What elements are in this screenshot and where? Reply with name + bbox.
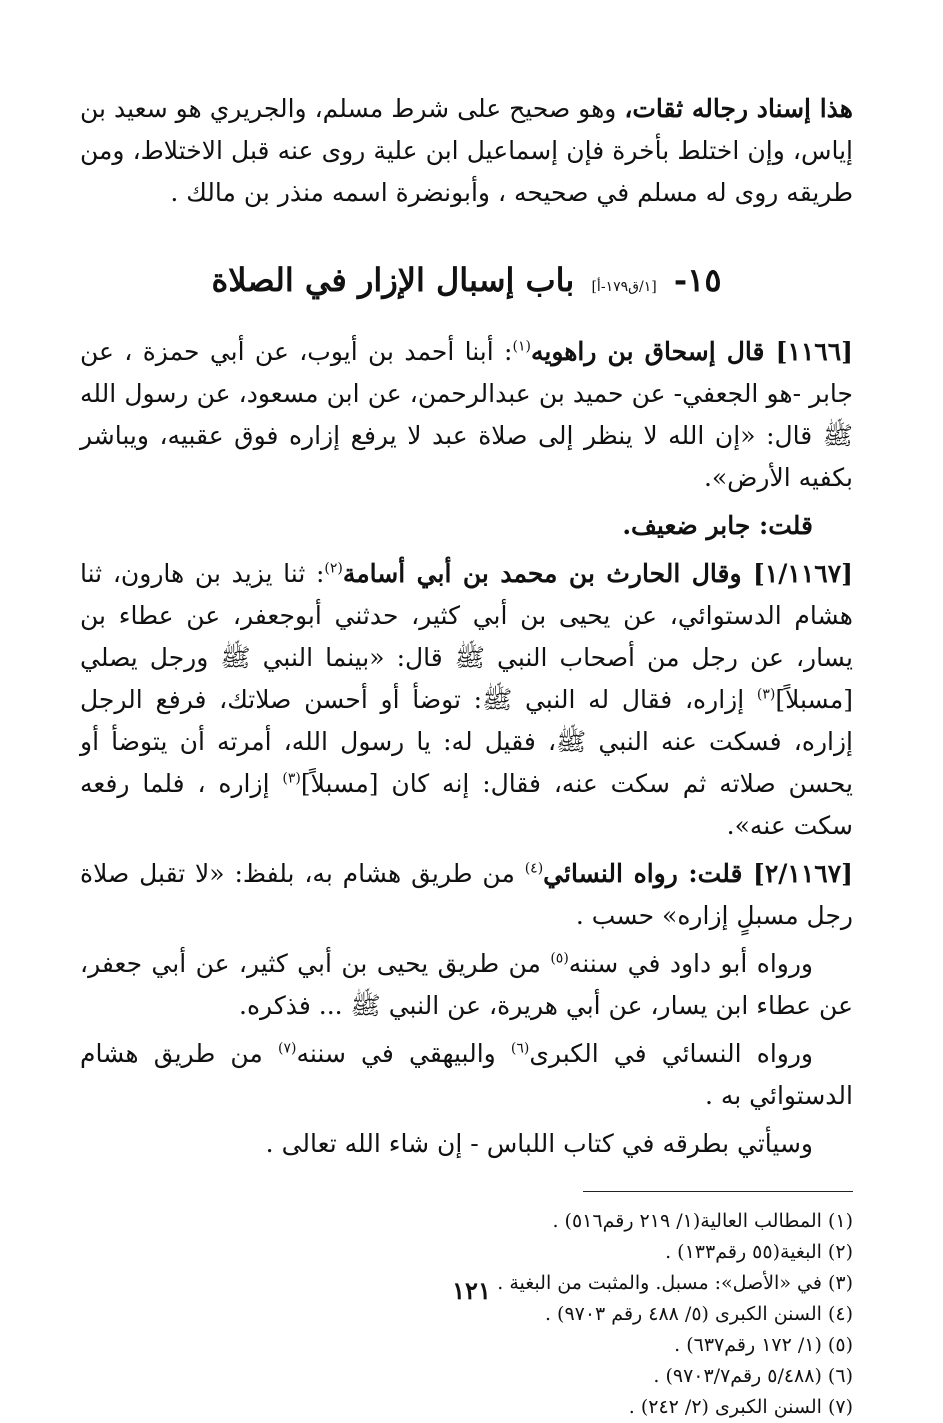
- chapter-heading: [80, 256, 853, 311]
- footnote-ref: (٢): [324, 560, 343, 577]
- footnote-item: (١) المطالب العالية(١/ ٢١٩ رقم٥١٦) .: [552, 1210, 853, 1232]
- footnote-item: (٦) (٥/٤٨٨ رقم٩٧٠٣/٧) .: [653, 1365, 853, 1387]
- hadith-1167-2: [80, 853, 853, 937]
- abu-dawud-text-b: من طريق يحيى بن أبي كثير، عن أبي جعفر، عن عطاء ابن يسار، عن أبي هريرة، عن النبي ﷺ ... فذكره.: [80, 949, 853, 1020]
- intro-bold: هذا إسناد رجاله ثقات،: [624, 94, 853, 123]
- chapter-title: باب إسبال الإزار في الصلاة: [211, 261, 575, 299]
- abu-dawud-text-a: ورواه أبو داود في سننه: [568, 949, 813, 978]
- hadith-1166-text: : أبنا أحمد بن أيوب، عن أبي حمزة ، عن جابر -هو الجعفي- عن حميد بن عبدالرحمن، عن ابن مسعود، عن رسول الله ﷺ قال: «إن الله لا ينظر إلى صلاة عبد لا يرفع إزاره فوق عقبيه، ويباشر بكفيه الأرض».: [80, 337, 853, 492]
- hadith-1167-1-text-b: إزاره، فقال له النبي ﷺ: توضأ أو أحسن صلاتك، فرفع الرجل إزاره، فسكت عنه النبي ﷺ، فقيل له: يا رسول الله، أمرته أن يتوضأ أو يحسن صلاته ثم سكت عنه، فقال: إنه كان [مسبلاً]: [80, 685, 853, 798]
- page-body: [80, 88, 853, 1418]
- footnote-ref: (١): [512, 338, 531, 355]
- comment-jabir: قلت: جابر ضعيف.: [622, 511, 813, 540]
- chapter-number: ١٥-: [673, 261, 722, 299]
- footnote-ref: (٣): [756, 686, 776, 703]
- footnote-item: (٧) السنن الكبرى (٢/ ٢٤٢) .: [628, 1396, 853, 1418]
- footnote-item: (٢) البغية(٥٥ رقم١٣٣) .: [665, 1241, 853, 1263]
- abu-dawud-paragraph: [80, 943, 853, 1027]
- nasai-text-c: من طريق هشام الدستوائي به .: [80, 1039, 853, 1110]
- intro-text: وهو صحيح على شرط مسلم، والجريري هو سعيد بن إياس، وإن اختلط بأخرة فإن إسماعيل ابن علية روى عنه قبل الاختلاط، ومن طريقه روى له مسلم في صحيحه ، وأبونضرة اسمه منذر بن مالك .: [80, 94, 853, 207]
- footnotes-list: [80, 1206, 853, 1423]
- footnote-ref: (٣): [282, 770, 301, 787]
- page-number: ١٢١: [452, 1276, 491, 1305]
- hadith-1167-1: [80, 553, 853, 847]
- intro-paragraph: [80, 88, 853, 214]
- hadith-1167-1-text-a: : ثنا يزيد بن هارون، ثنا هشام الدستوائي، عن يحيى بن أبي كثير، حدثني أبوجعفر، عن عطاء بن يسار، عن رجل من أصحاب النبي ﷺ قال: «بينما النبي ﷺ ورجل يصلي [مسبلاً]: [80, 559, 853, 714]
- hadith-1167-2-lead: [٢/١١٦٧] قلت: رواه النسائي: [543, 859, 853, 888]
- footnote-item: (٥) (١/ ١٧٢ رقم٦٣٧) .: [674, 1334, 853, 1356]
- footnote-item: (٣) في «الأصل»: مسبل. والمثبت من البغية .: [497, 1272, 853, 1294]
- nasai-paragraph: [80, 1033, 853, 1117]
- chapter-ref: [١/ق١٧٩-أ]: [591, 279, 657, 295]
- nasai-text-b: والبيهقي في سننه: [296, 1039, 511, 1068]
- footnote-ref: (٦): [510, 1040, 530, 1057]
- footnote-ref: (٥): [550, 950, 569, 967]
- nasai-text-a: ورواه النسائي في الكبرى: [529, 1039, 813, 1068]
- hadith-1167-1-lead: [١/١١٦٧] وقال الحارث بن محمد بن أبي أسامة: [342, 559, 853, 588]
- hadith-1166-lead: [١١٦٦] قال إسحاق بن راهويه: [530, 337, 853, 366]
- sayati-paragraph: وسيأتي بطرقه في كتاب اللباس - إن شاء الله تعالى .: [265, 1129, 813, 1158]
- hadith-1167-1-text-c: إزاره ، فلما رفعه سكت عنه».: [80, 769, 853, 840]
- footnote-ref: (٧): [277, 1040, 297, 1057]
- hadith-1166: [80, 331, 853, 499]
- footnote-item: (٤) السنن الكبرى (٥/ ٤٨٨ رقم ٩٧٠٣) .: [544, 1303, 853, 1325]
- footnote-ref: (٤): [524, 860, 544, 877]
- hadith-1167-2-text: من طريق هشام به، بلفظ: «لا تقبل صلاة رجل مسبلٍ إزاره» حسب .: [80, 859, 853, 930]
- footnote-divider: [583, 1191, 853, 1192]
